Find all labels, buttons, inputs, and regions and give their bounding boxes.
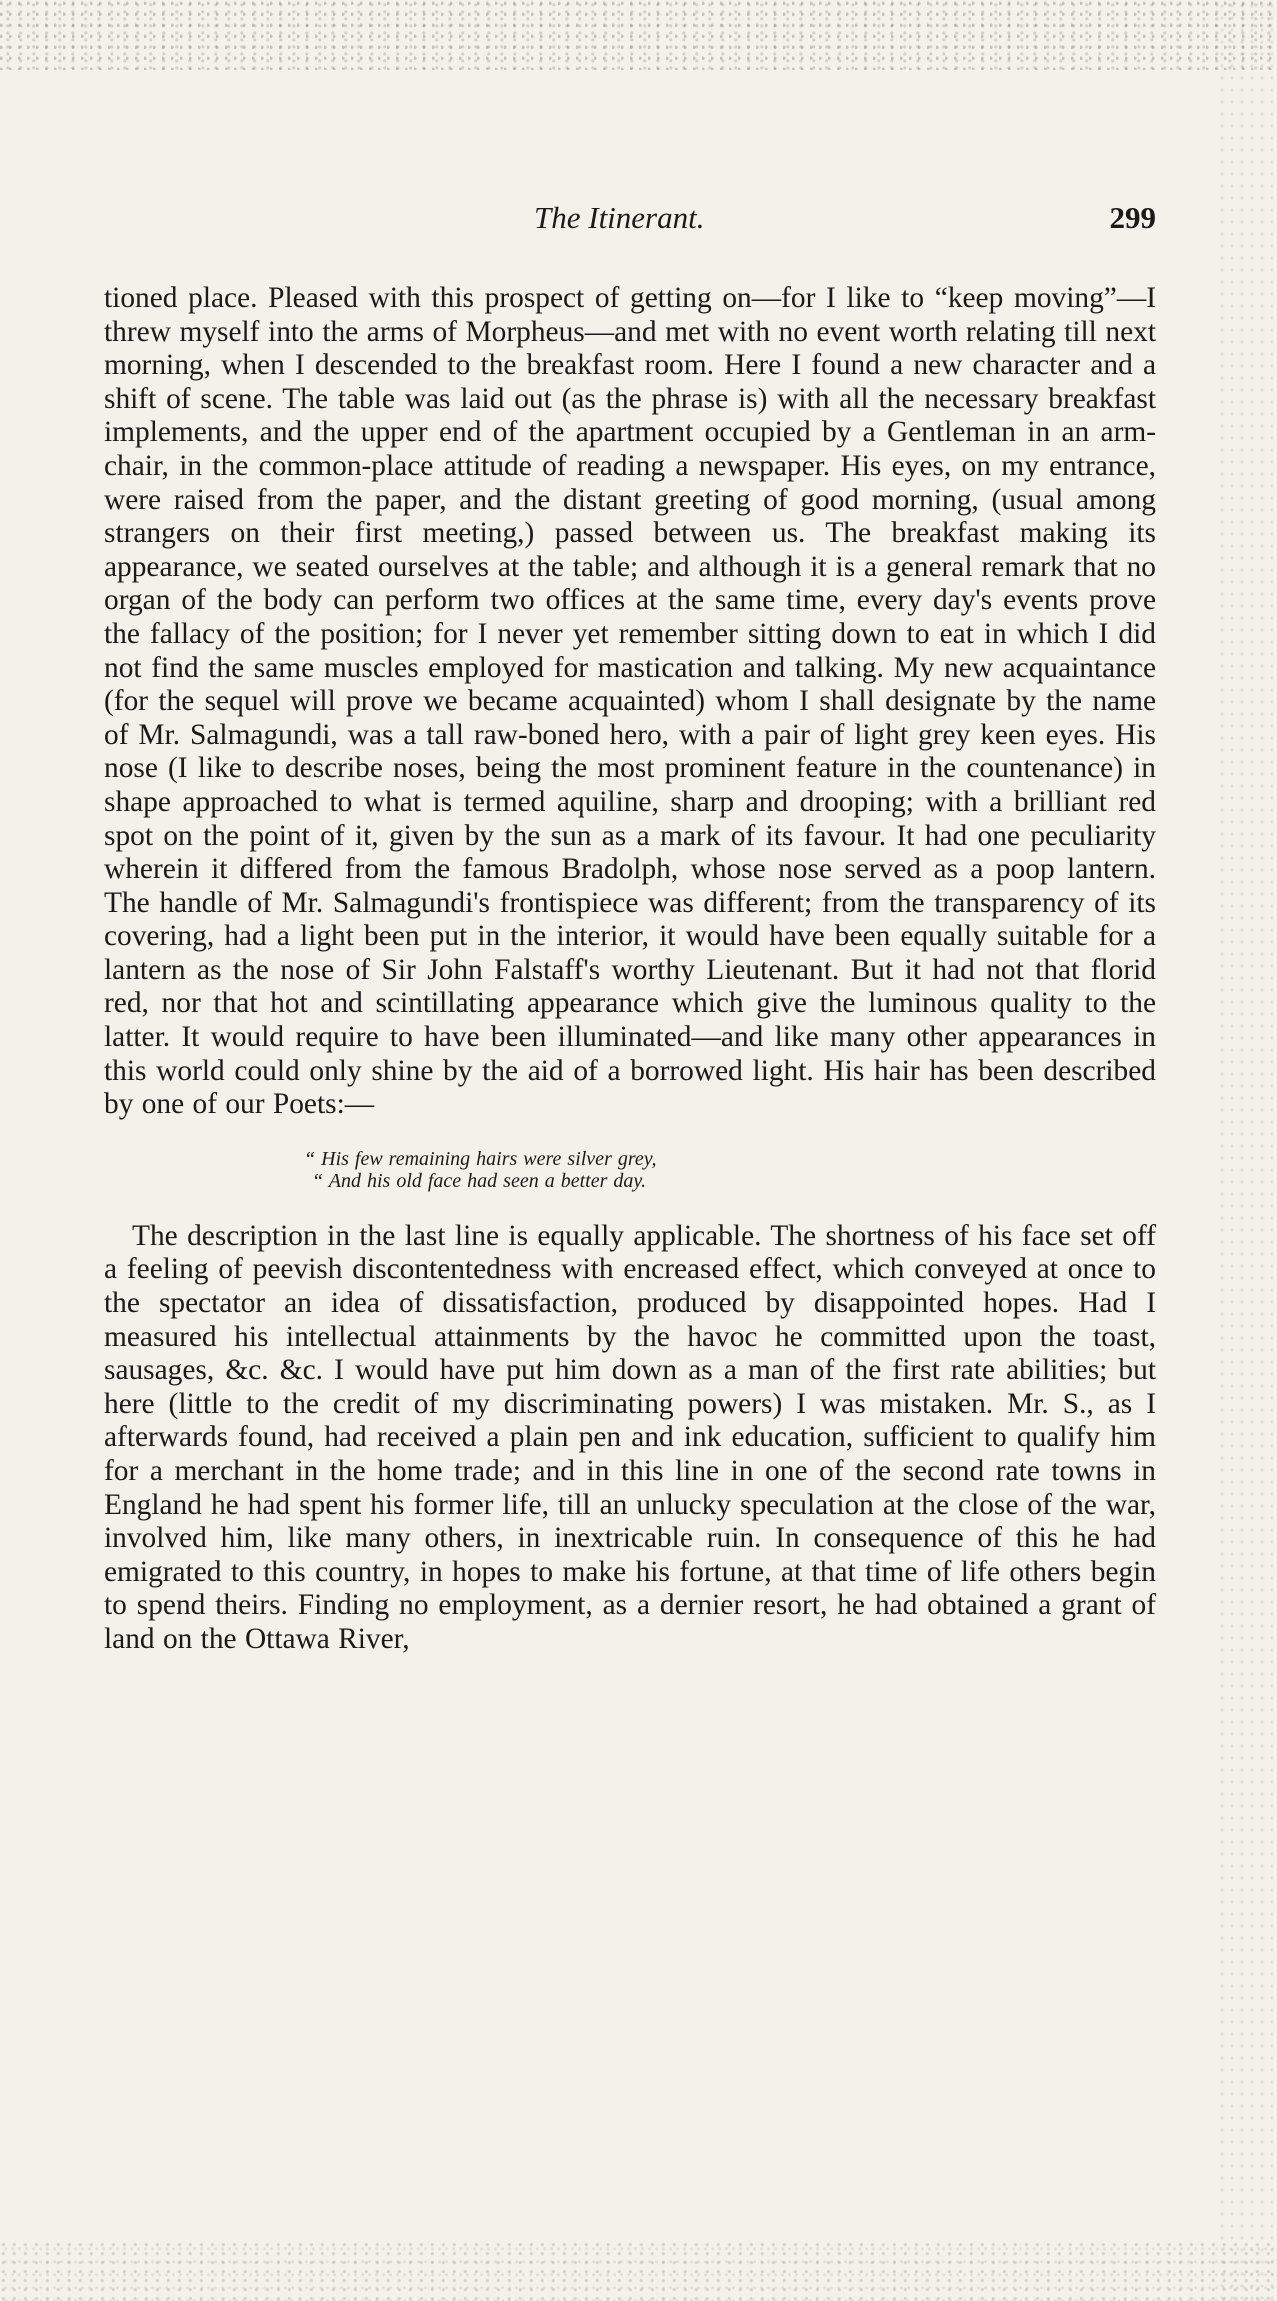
body-text: [104, 282, 1156, 1657]
running-title: The Itinerant.: [534, 200, 705, 235]
paragraph-1: tioned place. Pleased with this prospect of getting on—for I like to “keep moving”—I threw myself into the arms of Morpheus—and met with no event worth relating till next morning, when I descended to the breakfast room. Here I found a new character and a shift of scene. The table was laid out (as the phrase is) with all the necessary breakfast implements, and the upper end of the apartment occupied by a Gentleman in an arm-chair, in the common-place attitude of reading a newspaper. His eyes, on my entrance, were raised from the paper, and the distant greeting of good morning, (usual among strangers on their first meeting,) passed between us. The breakfast making its appearance, we seated ourselves at the table; and although it is a general remark that no organ of the body can perform two offices at the same time, every day's events prove the fallacy of the position; for I never yet remember sitting down to eat in which I did not find the same muscles employed for mastication and talking. My new acquaintance (for the sequel will prove we became acquainted) whom I shall designate by the name of Mr. Salmagundi, was a tall raw-boned hero, with a pair of light grey keen eyes. His nose (I like to describe noses, being the most prominent feature in the countenance) in shape approached to what is termed aquiline, sharp and drooping; with a brilliant red spot on the point of it, given by the sun as a mark of its favour. It had one peculiarity wherein it differed from the famous Bradolph, whose nose served as a poop lantern. The handle of Mr. Salmagundi's frontispiece was different; from the transparency of its covering, had a light been put in the interior, it would have been equally suitable for a lantern as the nose of Sir John Falstaff's worthy Lieutenant. But it had not that florid red, nor that hot and scintillating appearance which give the luminous quality to the latter. It would require to have been illuminated—and like many other appearances in this world could only shine by the aid of a borrowed light. His hair has been described by one of our Poets:—: [104, 282, 1156, 1121]
poem-line-1: “ His few remaining hairs were silver grey,: [304, 1147, 657, 1170]
paragraph-2: The description in the last line is equally applicable. The shortness of his face set off a feeling of peevish discontentedness with encreased effect, which conveyed at once to the spectator an idea of dissatisfaction, produced by disappointed hopes. Had I measured his intellectual attainments by the havoc he committed upon the toast, sausages, &c. &c. I would have put him down as a man of the first rate abilities; but here (little to the credit of my discriminating powers) I was mistaken. Mr. S., as I afterwards found, had received a plain pen and ink education, sufficient to qualify him for a merchant in the home trade; and in this line in one of the second rate towns in England he had spent his former life, till an unlucky speculation at the close of the war, involved him, like many others, in inextricable ruin. In consequence of this he had emigrated to this country, in hopes to make his fortune, at that time of life others begin to spend theirs. Finding no employment, as a dernier resort, he had obtained a grant of land on the Ottawa River,: [104, 1219, 1156, 1655]
page-number: 299: [1109, 200, 1156, 235]
scan-speckle-bottom: [0, 2241, 1277, 2301]
scan-speckle-right: [1217, 0, 1277, 2301]
book-page: [104, 200, 1156, 1657]
scan-speckle-top: [0, 0, 1277, 70]
running-head: [104, 200, 1156, 248]
poem-line-2: “ And his old face had seen a better day.: [312, 1169, 647, 1192]
poem-quotation: [104, 1148, 1156, 1192]
